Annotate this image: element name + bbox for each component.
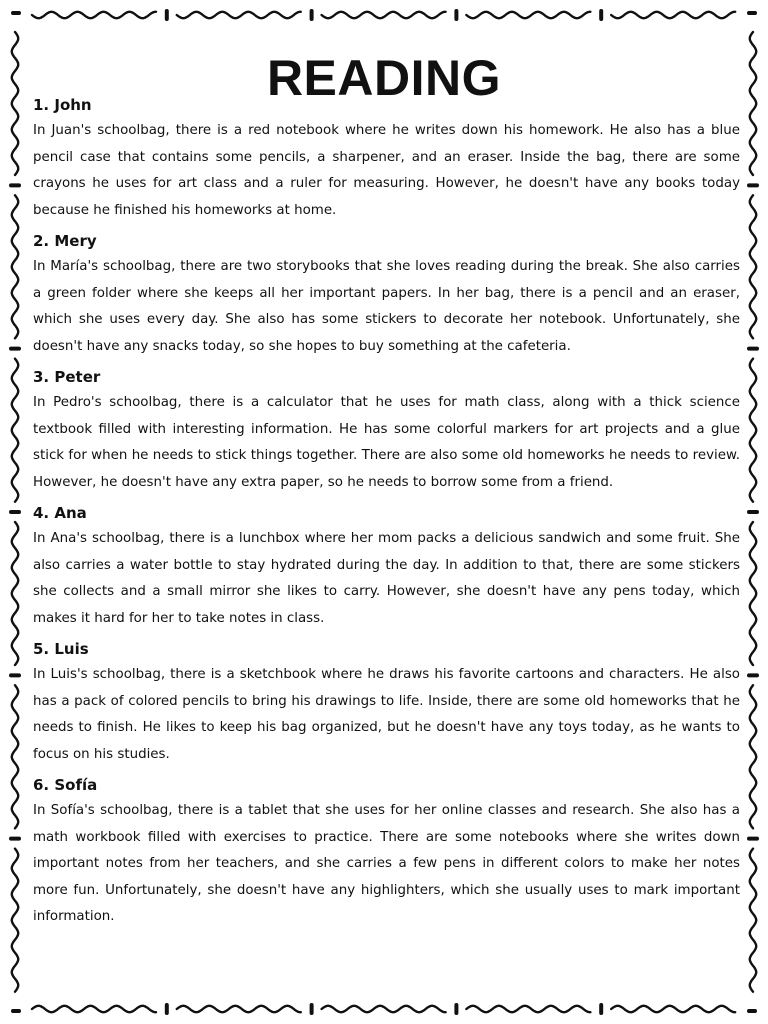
section-heading: 4. Ana — [33, 504, 87, 522]
reading-content — [33, 94, 740, 937]
section-paragraph: In Ana's schoolbag, there is a lunchbox where her mom packs a delicious sandwich and some fruit. She also carries a water bottle to stay hydrated during the day. In addition to that, there are some stickers she collects and a small mirror she likes to carry. However, she doesn't have any pens today, which makes it hard for her to take notes in class. — [33, 531, 740, 626]
section-heading: 1. John — [33, 96, 92, 114]
wavy-border-segment — [32, 12, 156, 18]
wavy-border-segment — [611, 12, 735, 18]
section-heading: 3. Peter — [33, 368, 101, 386]
page-title: READING — [266, 50, 502, 106]
wavy-border-segment — [466, 1006, 590, 1012]
reading-section-4 — [33, 502, 740, 632]
reading-section-2 — [33, 230, 740, 360]
section-paragraph: In Juan's schoolbag, there is a red notebook where he writes down his homework. He also has a blue pencil case that contains some pencils, a sharpener, and an eraser. Inside the bag, there are some crayons he uses for art class and a ruler for measuring. However, he doesn't have any books today because he finished his homeworks at home. — [33, 123, 740, 218]
wavy-border-segment — [322, 12, 446, 18]
section-paragraph: In Pedro's schoolbag, there is a calculator that he uses for math class, along with a thick science textbook filled with interesting information. He has some colorful markers for art projects and a glue stick for when he needs to stick things together. There are also some old homeworks he needs to review. However, he doesn't have any extra paper, so he needs to borrow some from a friend. — [33, 395, 740, 490]
wavy-border-segment — [750, 359, 756, 502]
wavy-border-segment — [12, 522, 18, 665]
wavy-border-segment — [611, 1006, 735, 1012]
section-heading: 2. Mery — [33, 232, 97, 250]
wavy-border-segment — [750, 522, 756, 665]
reading-section-5 — [33, 638, 740, 768]
wavy-border-segment — [177, 12, 301, 18]
reading-section-1 — [33, 94, 740, 224]
section-paragraph: In Luis's schoolbag, there is a sketchbook where he draws his favorite cartoons and characters. He also has a pack of colored pencils to bring his drawings to life. Inside, there are some old homeworks that he needs to finish. He likes to keep his bag organized, but he doesn't have any toys today, as he wants to focus on his studies. — [33, 667, 740, 762]
wavy-border-segment — [12, 195, 18, 338]
wavy-border-segment — [12, 849, 18, 992]
section-heading: 5. Luis — [33, 640, 89, 658]
wavy-border-segment — [750, 195, 756, 338]
reading-section-3 — [33, 366, 740, 496]
wavy-border-segment — [177, 1006, 301, 1012]
wavy-border-segment — [750, 685, 756, 828]
wavy-border-segment — [322, 1006, 446, 1012]
section-paragraph: In Sofía's schoolbag, there is a tablet that she uses for her online classes and research. She also has a math workbook filled with exercises to practice. There are some notebooks where she writes down important notes from her teachers, and she carries a few pens in different colors to make her notes more fun. Unfortunately, she doesn't have any highlighters, which she usually uses to mark important information. — [33, 803, 740, 924]
wavy-border-segment — [12, 685, 18, 828]
section-heading: 6. Sofía — [33, 776, 98, 794]
reading-section-6 — [33, 774, 740, 931]
wavy-border-segment — [12, 359, 18, 502]
wavy-border-segment — [750, 849, 756, 992]
wavy-border-segment — [466, 12, 590, 18]
section-paragraph: In María's schoolbag, there are two storybooks that she loves reading during the break. She also carries a green folder where she keeps all her important papers. In her bag, there is a pencil and an eraser, which she uses every day. She also has some stickers to decorate her notebook. Unfortunately, she doesn't have any snacks today, so she hopes to buy something at the cafeteria. — [33, 259, 740, 354]
wavy-border-segment — [32, 1006, 156, 1012]
